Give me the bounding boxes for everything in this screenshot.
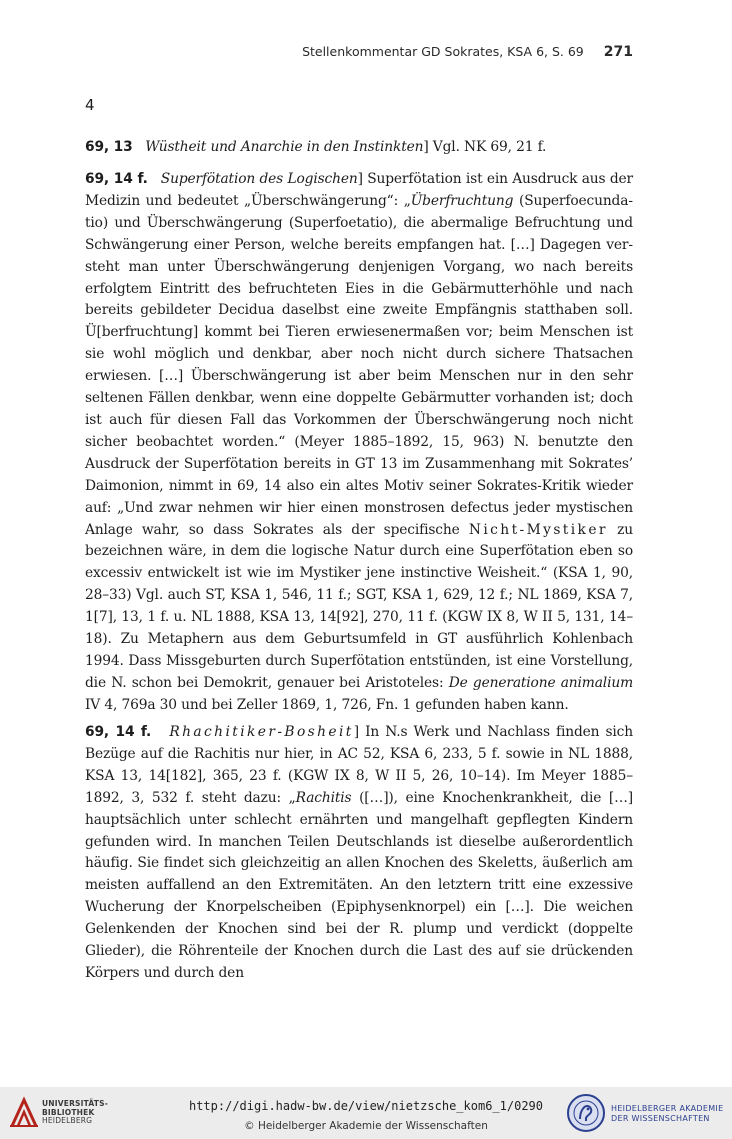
entry-italic-term: Überfruchtung xyxy=(410,192,514,209)
entry-text: ] In N.s Werk und Nachlass finden sich Bezüge auf die Rachitis nur hier, in AC 52, KSA 6, 233, 5 f. sowie in NL 1888, KSA 13, 14[182], 365, 23 f. (KGW IX 8, W II 5, 26, 10–14). Im Meyer 1885–1892, 3, 532 f. steht dazu: „ xyxy=(85,724,633,806)
commentary-entry xyxy=(85,722,633,985)
copyright-notice: © Heidelberger Akademie der Wissenschaften xyxy=(244,1120,488,1132)
section-number: 4 xyxy=(85,96,95,114)
entry-spaced-term: Nicht-Mystiker xyxy=(468,521,608,538)
library-name-line: BIBLIOTHEK xyxy=(42,1107,95,1117)
page-number: 271 xyxy=(603,44,633,60)
library-name-line: UNIVERSITÄTS- xyxy=(42,1099,109,1108)
commentary-entry xyxy=(85,137,633,159)
running-title: Stellenkommentar GD Sokrates, KSA 6, S. 69 xyxy=(302,44,584,59)
entry-text: zu bezeichnen wäre, in dem die logische Natur durch eine Superfötation eben so excessiv entwickelt ist wie im Mystiker jene instinctive Weisheit.“ (KSA 1, 90, 28–33) Vgl. auch ST, KSA 1, 546, 11 f.; SGT, KSA 1, 629, 12 f.; NL 1869, KSA 7, 1[7], 13, 1 f. u. NL 1888, KSA 13, 14[92], 270, 11 f. (KGW IX 8, W II 5, 131, 14–18). Zu Metaphern aus dem Geburtsumfeld in GT ausführlich Kohlenbach 1994. Dass Missgeburten durch Superfötation entstünden, ist eine Vorstellung, die N. schon bei Demokrit, genauer bei Aristoteles: xyxy=(85,521,633,691)
digitization-footer xyxy=(0,1087,732,1139)
entry-lemma: Wüstheit und Anarchie in den Instinkten xyxy=(145,139,424,155)
entry-italic-term: Rachitis xyxy=(295,789,352,806)
library-name-line: HEIDELBERG xyxy=(42,1116,93,1125)
commentary-entry xyxy=(85,169,633,717)
academy-seal-icon xyxy=(566,1093,606,1133)
source-url-link[interactable]: http://digi.hadw-bw.de/view/nietzsche_kom6_1/0290 xyxy=(188,1099,543,1113)
entry-text: ] Vgl. NK 69, 21 f. xyxy=(423,139,547,155)
entry-lemma: Superfötation des Logischen xyxy=(160,171,358,187)
entry-text: IV 4, 769a 30 und bei Zeller 1869, 1, 726, Fn. 1 gefunden haben kann. xyxy=(85,696,569,713)
entry-italic-title: De generatione animalium xyxy=(448,674,634,691)
entry-lemma: Rhachitiker-Bosheit xyxy=(169,724,354,740)
entry-text: (Superfoecundatio) und Überschwängerung (Superfoetatio), die abermalige Befruchtung und Schwängerung einer Person, welche bereits empfangen hat. […] Dagegen versteht man unter Überschwängerung denjenigen Vorgang, wo nach bereits erfolgtem Eintritt des befruchteten Eies in die Gebärmutterhöhle und nach bereits gebildeter Decidua daselbst eine zweite Empfängnis statthaben soll. Ü[berfruchtung] kommt bei Tieren erwiesenermaßen vor; beim Menschen ist sie wohl möglich und denkbar, aber noch nicht durch sichere Thatsachen erwiesen. […] Überschwängerung ist aber beim Menschen nur in den sehr seltenen Fällen denkbar, wenn eine doppelte Gebärmutter vorhanden ist; doch ist auch für diesen Fall das Vorkommen der Überschwängerung noch nicht sicher beobachtet worden.“ (Meyer 1885–1892, 15, 963) N. benutzte den Ausdruck der Superfötation bereits in GT 13 im Zusammenhang mit Sokrates’ Daimonion, nimmt in 69, 14 also ein altes Motiv seiner Sokrates-Kritik wieder auf: „Und zwar nehmen wir hier einen monstrosen defectus jeder mystischen Anlage wahr, so dass Sokrates als der specifische xyxy=(85,192,633,538)
academy-name-line: DER WISSENSCHAFTEN xyxy=(611,1113,710,1123)
entry-reference: 69, 14 f. xyxy=(85,171,148,187)
running-header xyxy=(85,44,633,60)
academy-name-line: HEIDELBERGER AKADEMIE xyxy=(611,1104,724,1113)
entry-text: ([…]), eine Knochenkrankheit, die […] hauptsächlich unter schlecht ernährten und mangelhaft gepflegten Kindern gefunden wird. In manchen Teilen Deutschlands ist dieselbe außerordentlich häufig. Sie findet sich gleichzeitig an allen Knochen des Skeletts, äußerlich am meisten auffallend an den Extremitäten. An den letztern tritt eine exzessive Wucherung der Knorpelscheiben (Epiphysenknorpel) ein […]. Die weichen Gelenkenden der Knochen sind bei der R. plump und verdickt (doppelte Glieder), die Röhrenteile der Knochen durch die Last des auf sie drückenden Körpers und durch den xyxy=(85,789,633,981)
entry-text: ] Superfötation ist ein Ausdruck aus der Medizin und bedeutet „Überschwängerung“: „ xyxy=(85,171,633,209)
entry-reference: 69, 14 f. xyxy=(85,724,152,740)
academy-name xyxy=(611,1104,723,1123)
entry-reference: 69, 13 xyxy=(85,139,133,155)
